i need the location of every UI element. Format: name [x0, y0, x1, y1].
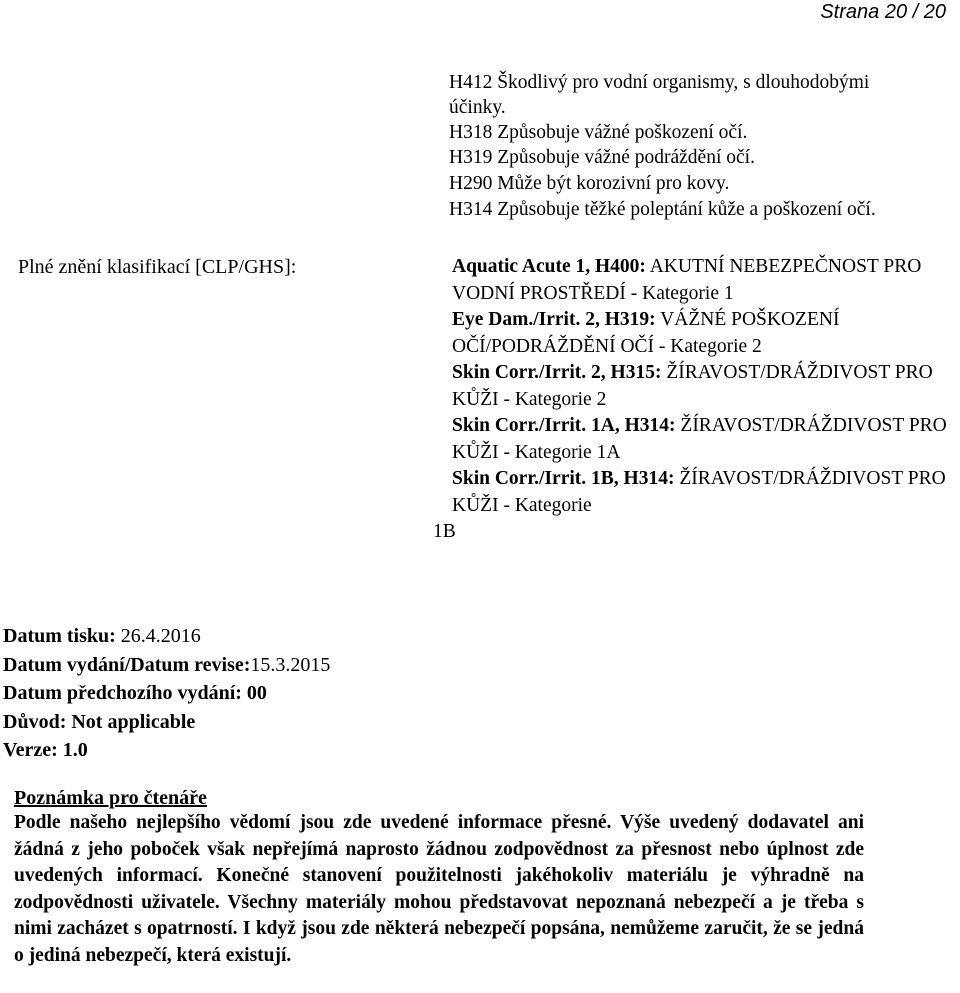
h-statement: H319 Způsobuje vážné podráždění očí. [449, 147, 755, 168]
classification-desc: ŽÍRAVOST/DRÁŽDIVOST PRO KŮŽI - Kategorie [452, 468, 946, 516]
version: Verze: 1.0 [3, 739, 88, 761]
classification-code: Aquatic Acute 1, H400: [452, 256, 646, 277]
classification-tail: 1B [433, 521, 456, 542]
reason: Důvod: Not applicable [3, 710, 196, 733]
classification-desc: VÁŽNÉ POŠKOZENÍ OČÍ/PODRÁŽDĚNÍ OČÍ - Kategorie 2 [452, 309, 840, 357]
classification-code: Skin Corr./Irrit. 1B, H314: [452, 468, 675, 489]
print-date: Datum tisku: 26.4.2016 [3, 625, 201, 647]
issue-date: Datum vydání/Datum revise:15.3.2015 [3, 653, 331, 676]
classification-code: Skin Corr./Irrit. 2, H315: [452, 362, 662, 383]
note-body: Podle našeho nejlepšího vědomí jsou zde uvedené informace přesné. Výše uvedený dodavatel ani žádná z jeho poboček však nepřejímá naprosto žádnou zodpovědnost za přesnost nebo úplnost zde uvedených informací. Konečné stanovení použitelnosti jakéhokoliv materiálu je výhradně na zodpovědnosti uživatele. Všechny materiály mohou představovat nepoznaná nebezpečí a je třeba s nimi zacházet s opatrností. I když jsou zde některá nebezpečí popsána, nemůžeme zaručit, že se jedná o jediná nebezpečí, která existují. [14, 812, 864, 966]
h-statement: účinky. [449, 97, 506, 118]
classification-label: Plné znění klasifikací [CLP/GHS]: [18, 256, 297, 278]
classification-desc: AKUTNÍ NEBEZPEČNOST PRO VODNÍ PROSTŘEDÍ - Kategorie 1 [452, 256, 922, 304]
previous-issue: Datum předchozího vydání: 00 [3, 682, 267, 704]
h-statement: H412 Škodlivý pro vodní organismy, s dlouhodobými [449, 72, 870, 93]
h-statement: H290 Může být korozivní pro kovy. [449, 173, 730, 194]
page-number: Strana 20 / 20 [820, 1, 946, 23]
classification-item [452, 413, 952, 466]
classification-list [433, 254, 952, 546]
classification-code: Eye Dam./Irrit. 2, H319: [452, 309, 656, 330]
classification-desc: ŽÍRAVOST/DRÁŽDIVOST PRO KŮŽI - Kategorie 2 [452, 362, 933, 410]
classification-code: Skin Corr./Irrit. 1A, H314: [452, 415, 676, 436]
classification-item [452, 360, 952, 413]
classification-desc: ŽÍRAVOST/DRÁŽDIVOST PRO KŮŽI - Kategorie 1A [452, 415, 947, 463]
note-title: Poznámka pro čtenáře [14, 787, 207, 809]
classification-item [452, 466, 952, 519]
classification-item [452, 307, 952, 360]
classification-item [452, 254, 952, 307]
h-statement: H318 Způsobuje vážné poškození očí. [449, 122, 748, 143]
document-meta [3, 622, 330, 765]
h-statement: H314 Způsobuje těžké poleptání kůže a poškození očí. [449, 199, 876, 220]
